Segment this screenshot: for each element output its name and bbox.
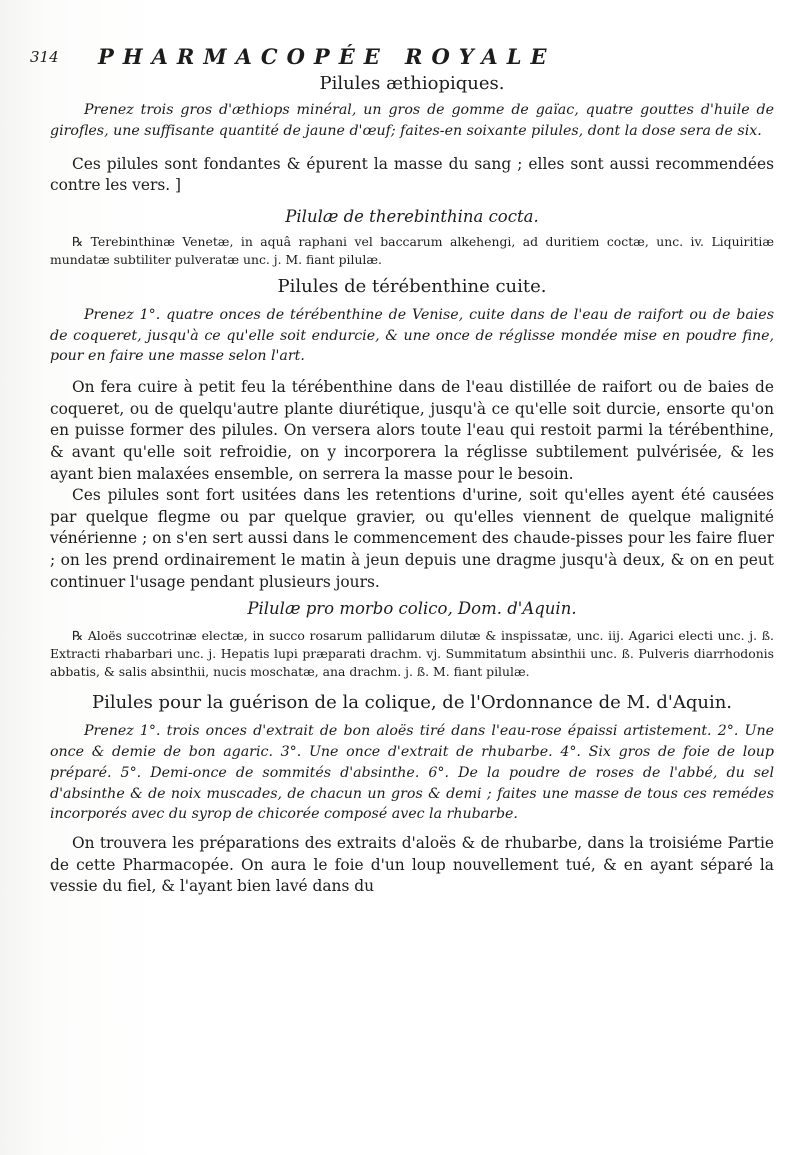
prose-terebinth-preparation: On fera cuire à petit feu la térébenthine dans de l'eau distillée de raifort ou de baies de coqueret, ou de quelqu'autre plante diurétique, jusqu'à ce qu'elle soit durcie, ensorte qu'on en puisse former des pilules. On versera alors toute l'eau qui restoit parmi la térébenthine, & avant qu'elle soit refroidie, on y incorporera la réglisse subtilement pulvérisée, & les ayant bien malaxées ensemble, on serrera la masse pour le besoin. xyxy=(50,378,774,483)
latin-recipe-colico: ℞ Aloës succotrinæ electæ, in succo rosarum pallidarum dilutæ & inspissatæ, unc. iij. Agarici electi unc. j. ß. Extracti rhabarbari unc. j. Hepatis lupi præparati drachm. vj. Summitatum absinthii unc. ß. Pulveris diarrhodonis abbatis, & salis absinthii, nucis moschatæ, ana drachm. j. ß. M. fiant pilulæ. xyxy=(50,628,774,680)
prose-colique: On trouvera les préparations des extraits d'aloës & de rhubarbe, dans la troisiéme Partie de cette Pharmacopée. On aura le foie d'un loup nouvellement tué, & en ayant séparé la vessie du fiel, & l'ayant bien lavé dans du xyxy=(50,834,774,896)
section-heading-terebinth: Pilules de térébenthine cuite. xyxy=(277,275,547,297)
running-head xyxy=(30,44,774,72)
recipe-aethiop: Prenez trois gros d'æthiops minéral, un gros de gomme de gaïac, quatre gouttes d'huile de girofles, une suffisante quantité de jaune d'œuf; faites-en soixante pilules, dont la dose sera de six. xyxy=(50,102,774,139)
section-heading-latin-terebinth: Pilulæ de therebinthina cocta. xyxy=(285,206,539,226)
page-number: 314 xyxy=(30,48,59,66)
section-heading-latin-colico: Pilulæ pro morbo colico, Dom. d'Aquin. xyxy=(247,599,577,619)
section-heading-colique: Pilules pour la guérison de la colique, de l'Ordonnance de M. d'Aquin. xyxy=(91,692,733,714)
recipe-colique: Prenez 1°. trois onces d'extrait de bon aloës tiré dans l'eau-rose épaissi artistement. 2°. Une once & demie de bon agaric. 3°. Une once d'extrait de rhubarbe. 4°. Six gros de foie de loup préparé. 5°. Demi-once de sommités d'absinthe. 6°. De la poudre de roses de l'abbé, du sel d'absinthe & de noix muscades, de chacun un gros & demi ; faites une masse de tous ces remédes incorporés avec du syrop de chicorée composé avec la rhubarbe. xyxy=(50,723,774,823)
recipe-terebinth: Prenez 1°. quatre onces de térébenthine de Venise, cuite dans de l'eau de raifort ou de baies de coqueret, jusqu'à ce qu'elle soit endurcie, & une once de réglisse mondée mise en poudre fine, pour en faire une masse selon l'art. xyxy=(50,306,774,365)
prose-terebinth-usage: Ces pilules sont fort usitées dans les retentions d'urine, soit qu'elles ayent été causées par quelque flegme ou par quelque gravier, ou qu'elles viennent de quelque malignité vénérienne ; on s'en sert aussi dans le commencement des chaude-pisses pour les faire fluer ; on les prend ordinairement le matin à jeun depuis une dragme jusqu'à deux, & on en peut continuer l'usage pendant plusieurs jours. xyxy=(50,486,774,591)
prose-aethiop: Ces pilules sont fondantes & épurent la masse du sang ; elles sont aussi recommendées contre les vers. ] xyxy=(50,154,774,195)
latin-recipe-terebinth: ℞ Terebinthinæ Venetæ, in aquâ raphani vel baccarum alkehengi, ad duritiem coctæ, unc. iv. Liquiritiæ mundatæ subtiliter pulveratæ unc. j. M. fiant pilulæ. xyxy=(50,233,774,267)
section-heading-aethiop: Pilules æthiopiques. xyxy=(319,73,505,94)
running-title: PHARMACOPÉE ROYALE xyxy=(98,44,556,69)
